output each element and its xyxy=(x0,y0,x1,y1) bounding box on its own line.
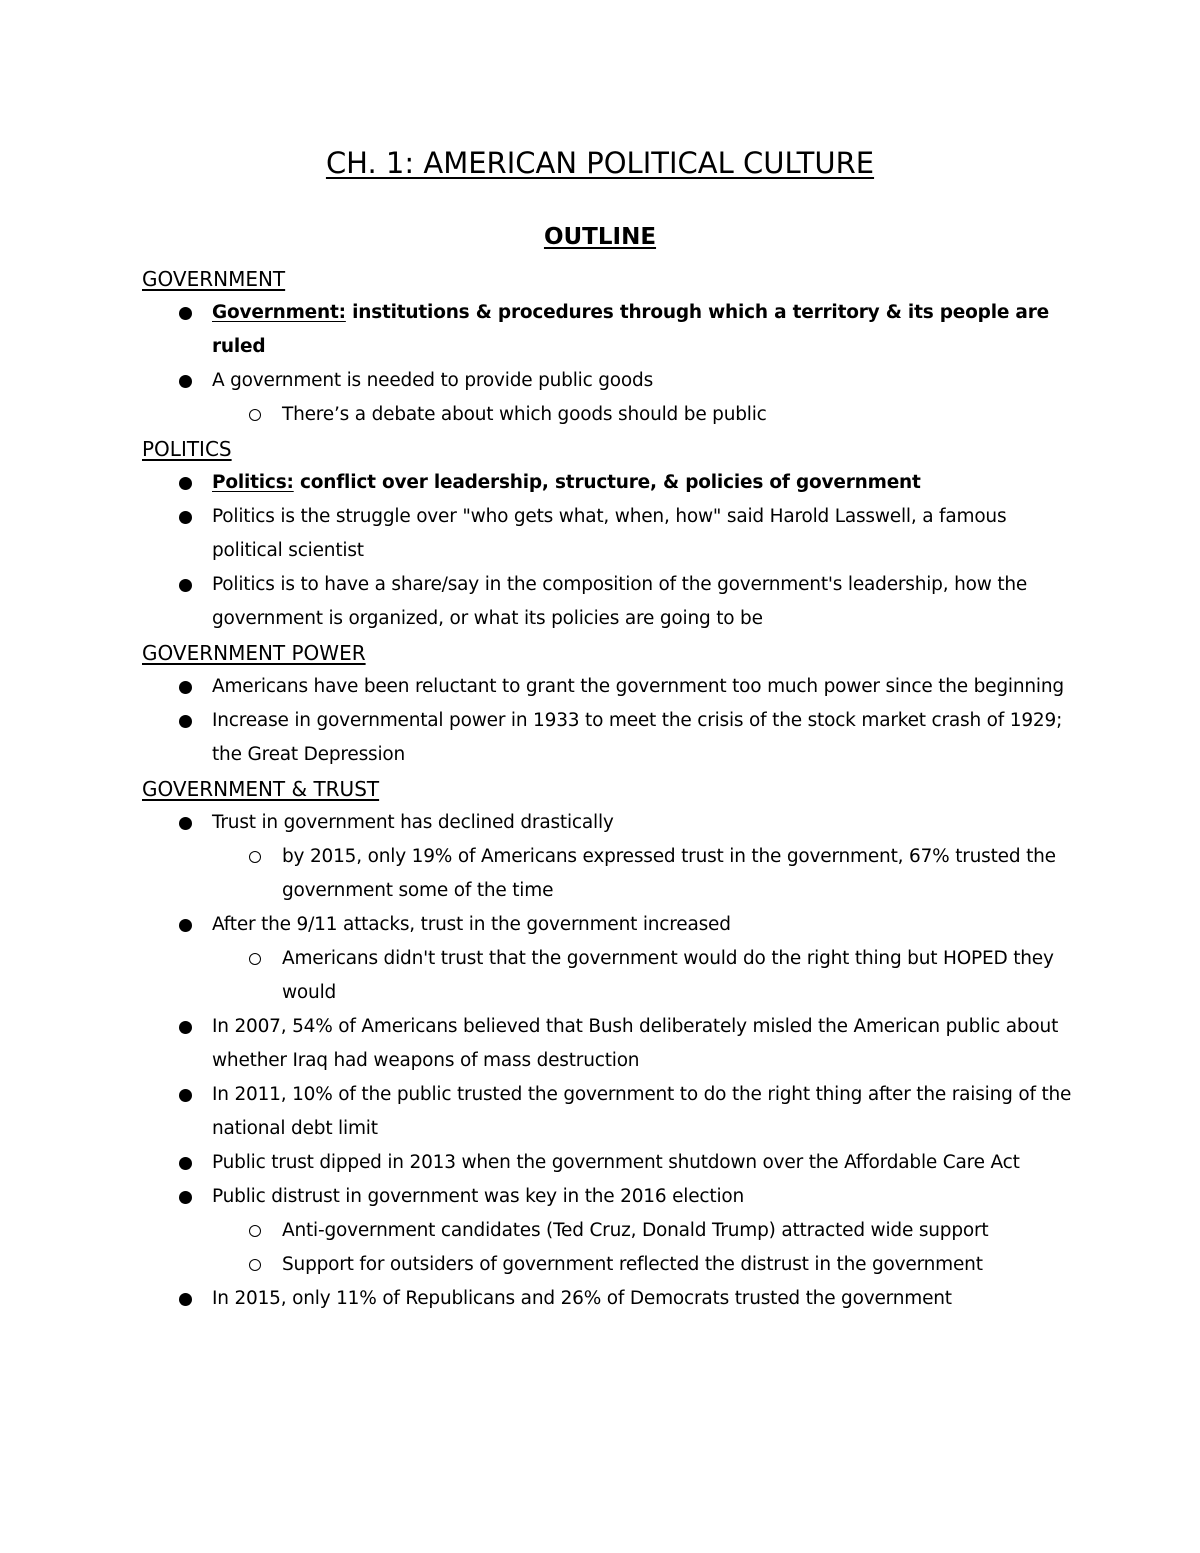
list-item-text: Americans have been reluctant to grant the government too much power since the beginning xyxy=(212,676,1064,697)
outline-heading: OUTLINE xyxy=(543,224,657,250)
list-item xyxy=(142,1078,1072,1146)
bullet-icon xyxy=(179,681,192,694)
list-item-text: Trust in government has declined drastically xyxy=(212,812,614,833)
sub-list-item-text: Anti-government candidates (Ted Cruz, Donald Trump) attracted wide support xyxy=(282,1220,989,1241)
list-item xyxy=(142,364,1072,432)
list-item xyxy=(142,1180,1072,1282)
list-item xyxy=(142,908,1072,1010)
bullet-icon xyxy=(179,919,192,932)
hollow-bullet-icon xyxy=(249,1225,261,1237)
list-item xyxy=(142,296,1072,364)
sub-list xyxy=(212,840,1072,908)
term-label: Politics: xyxy=(212,472,294,493)
list-item-text: In 2007, 54% of Americans believed that Bush deliberately misled the American public about whether Iraq had weapons of mass destruction xyxy=(212,1016,1059,1071)
section-heading-government-power: GOVERNMENT POWER xyxy=(142,641,366,665)
list-item xyxy=(142,568,1072,636)
bullet-icon xyxy=(179,1021,192,1034)
bullet-list-government-trust xyxy=(142,806,1072,1316)
outline-content xyxy=(142,262,1072,1316)
list-item xyxy=(142,1146,1072,1180)
list-item-text: A government is needed to provide public goods xyxy=(212,370,654,391)
sub-list-item xyxy=(212,942,1072,1010)
list-item-text: Politics is the struggle over "who gets what, when, how" said Harold Lasswell, a famous political scientist xyxy=(212,506,1007,561)
hollow-bullet-icon xyxy=(249,851,261,863)
list-item-text: After the 9/11 attacks, trust in the government increased xyxy=(212,914,731,935)
sub-list-item xyxy=(212,840,1072,908)
bullet-icon xyxy=(179,1191,192,1204)
bullet-icon xyxy=(179,817,192,830)
sub-list-item xyxy=(212,398,1072,432)
sub-list xyxy=(212,1214,1072,1282)
sub-list-item xyxy=(212,1248,1072,1282)
list-item xyxy=(142,670,1072,704)
hollow-bullet-icon xyxy=(249,953,261,965)
list-item-text: Increase in governmental power in 1933 to meet the crisis of the stock market crash of 1929; the Great Depression xyxy=(212,710,1063,765)
bullet-list-government-power xyxy=(142,670,1072,772)
section-heading-government: GOVERNMENT xyxy=(142,267,286,291)
sub-list xyxy=(212,942,1072,1010)
list-item xyxy=(142,1282,1072,1316)
bullet-list-government xyxy=(142,296,1072,432)
hollow-bullet-icon xyxy=(249,1259,261,1271)
sub-list-item-text: Support for outsiders of government reflected the distrust in the government xyxy=(282,1254,983,1275)
bullet-icon xyxy=(179,1293,192,1306)
sub-list xyxy=(212,398,1072,432)
list-item xyxy=(142,466,1072,500)
bullet-icon xyxy=(179,1157,192,1170)
bullet-icon xyxy=(179,579,192,592)
sub-list-item-text: by 2015, only 19% of Americans expressed trust in the government, 67% trusted the government some of the time xyxy=(282,846,1056,901)
list-item xyxy=(142,500,1072,568)
bullet-icon xyxy=(179,477,192,490)
section-heading-politics: POLITICS xyxy=(142,437,232,461)
list-item-text: In 2011, 10% of the public trusted the government to do the right thing after the raising of the national debt limit xyxy=(212,1084,1072,1139)
sub-list-item-text: Americans didn't trust that the government would do the right thing but HOPED they would xyxy=(282,948,1054,1003)
term-definition: institutions & procedures through which a territory & its people are ruled xyxy=(212,302,1049,357)
list-item xyxy=(142,806,1072,908)
list-item xyxy=(142,1010,1072,1078)
list-item-text: Public trust dipped in 2013 when the government shutdown over the Affordable Care Act xyxy=(212,1152,1020,1173)
bullet-icon xyxy=(179,511,192,524)
section-heading-government-trust: GOVERNMENT & TRUST xyxy=(142,777,380,801)
bullet-icon xyxy=(179,715,192,728)
hollow-bullet-icon xyxy=(249,409,261,421)
term-label: Government: xyxy=(212,302,346,323)
list-item-text: Public distrust in government was key in the 2016 election xyxy=(212,1186,745,1207)
bullet-icon xyxy=(179,375,192,388)
page-title: CH. 1: AMERICAN POLITICAL CULTURE xyxy=(325,146,875,180)
sub-list-item-text: There’s a debate about which goods should be public xyxy=(282,404,767,425)
list-item-text: Politics is to have a share/say in the composition of the government's leadership, how the government is organized, or what its policies are going to be xyxy=(212,574,1028,629)
list-item-text: In 2015, only 11% of Republicans and 26% of Democrats trusted the government xyxy=(212,1288,952,1309)
bullet-list-politics xyxy=(142,466,1072,636)
bullet-icon xyxy=(179,307,192,320)
list-item xyxy=(142,704,1072,772)
term-definition: conflict over leadership, structure, & policies of government xyxy=(293,472,921,493)
sub-list-item xyxy=(212,1214,1072,1248)
bullet-icon xyxy=(179,1089,192,1102)
